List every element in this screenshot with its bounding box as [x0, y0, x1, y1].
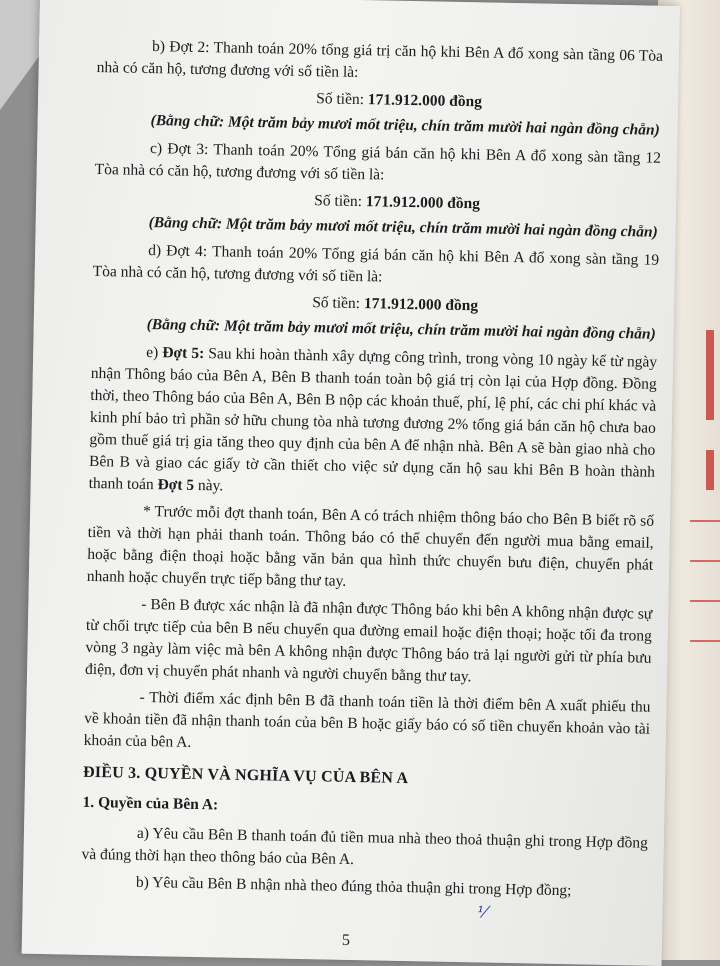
paragraph: - Bên B được xác nhận là đã nhận được Thông báo khi bên A không nhận được sự từ chối trực tiếp của bên B nếu chuyển qua đường email hoặc điện thoại; hoặc tối đa trong vòng 3 ngày làm việc mà bên A không nhận được Thông báo trả lại người gửi từ phía bưu điện, đơn vị chuyển phát nhanh và người chuyển bằng thư tay. [84, 595, 653, 686]
paragraph: d) Đợt 4: Thanh toán 20% Tổng giá bán căn hộ khi Bên A đổ xong sàn tầng 19 Tòa nhà có căn hộ, tương đương với số tiền là: [92, 241, 660, 286]
document-page [22, 0, 680, 966]
paragraph: - Thời điểm xác định bên B đã thanh toán tiền là thời điểm bên A xuất phiếu thu về khoản tiền đã nhận thanh toán của bên B hoặc giấy báo có số tiền chuyển khoản vào tài khoản của bên A. [83, 688, 651, 751]
section-heading: ĐIỀU 3. QUYỀN VÀ NGHĨA VỤ CỦA BÊN A [82, 763, 409, 788]
paragraph: * Trước mỗi đợt thanh toán, Bên A có trách nhiệm thông báo cho Bên B biết rõ số tiền và thời hạn phải thanh toán. Thông báo có thể chuyển đến người mua bằng email, hoặc bằng điện thoại hoặc bằng văn bản qua hình thức chuyển bưu điện, chuyển phát nhanh hoặc chuyển trực tiếp bằng thư tay. [86, 502, 655, 590]
amount-in-words: (Bằng chữ: Một trăm bảy mươi mốt triệu, chín trăm mười hai ngàn đồng chẵn) [150, 112, 660, 139]
text-run: e) [146, 343, 163, 362]
amount-label: Số tiền: [312, 294, 365, 313]
amount-in-words: (Bằng chữ: Một trăm bảy mươi mốt triệu, chín trăm mười hai ngàn đồng chẵn) [148, 213, 658, 241]
page-number: 5 [341, 931, 351, 949]
amount-label: Số tiền: [314, 192, 367, 211]
subsection-heading: 1. Quyền của Bên A: [82, 793, 219, 814]
text-run: Sau khi hoàn thành xây dựng công trình, trong vòng 10 ngày kể từ ngày nhận Thông báo của Bên A, Bên B thanh toán toàn bộ giá trị còn lại của Hợp đồng. Đồng thời, theo Thông báo của Bên A, Bên B nộp các khoản thuế, phí, lệ phí, các chi phí khác và kinh phí bảo trì phần sở hữu chung tòa nhà tương đương 2% tổng giá bán căn hộ chưa bao gồm thuế giá trị gia tăng theo quy định của bên A để nhận nhà. Bên A sẽ bàn giao nhà cho Bên B và giao các giấy tờ cần thiết cho việc sử dụng căn hộ sau khi Bên B hoàn thành thanh toán [88, 345, 658, 494]
text-run: này. [193, 476, 224, 495]
paragraph: b) Yêu cầu Bên B nhận nhà theo đúng thỏa thuận ghi trong Hợp đồng; [135, 873, 572, 900]
paragraph: b) Đợt 2: Thanh toán 20% tổng giá trị căn hộ khi Bên A đổ xong sàn tầng 06 Tòa nhà có căn hộ, tương đương với số tiền là: [96, 38, 664, 81]
paragraph: c) Đợt 3: Thanh toán 20% Tổng giá bán căn hộ khi Bên A đổ xong sàn tầng 12 Tòa nhà có căn hộ, tương đương với số tiền là: [94, 139, 662, 184]
document-body [81, 35, 663, 909]
amount-value: 171.912.000 đồng [367, 91, 483, 111]
bold-text: Đợt 5 [157, 476, 195, 494]
amount-label: Số tiền: [316, 90, 369, 109]
amount-in-words: (Bằng chữ: Một trăm bảy mươi mốt triệu, chín trăm mười hai ngàn đồng chẵn) [146, 315, 656, 343]
amount-value: 171.912.000 đồng [363, 295, 479, 315]
paragraph [88, 341, 657, 506]
paragraph: a) Yêu cầu Bên B thanh toán đủ tiền mua nhà theo thoả thuận ghi trong Hợp đồng và đúng thời hạn theo thông báo của Bên A. [81, 824, 649, 869]
handwritten-mark: ⅟ [477, 904, 487, 922]
bold-text: Đợt 5: [162, 344, 205, 363]
amount-value: 171.912.000 đồng [365, 193, 481, 213]
